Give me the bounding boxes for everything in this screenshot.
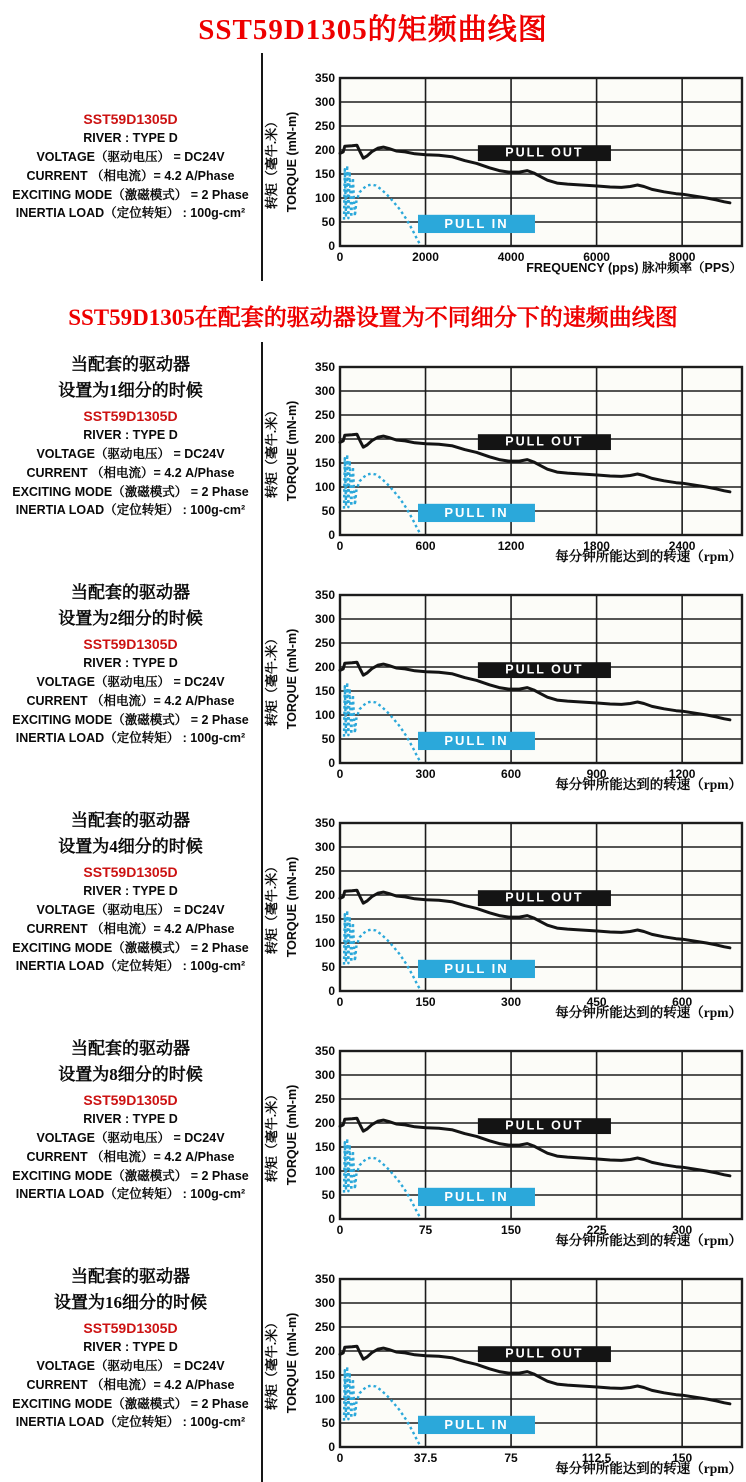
- y-tick-label: 150: [314, 912, 335, 926]
- y-tick-label: 50: [321, 1188, 335, 1202]
- spec-line: EXCITING MODE（激磁模式） = 2 Phase: [12, 484, 249, 499]
- spec-line: INERTIA LOAD（定位转矩） : 100g-cm²: [15, 503, 246, 518]
- x-tick-label: 75: [504, 1451, 518, 1465]
- model-number: SST59D1305D: [83, 864, 178, 880]
- chart-section: [0, 342, 746, 570]
- x-tick-label: 0: [336, 767, 344, 781]
- x-tick-label: 0: [336, 995, 344, 1009]
- spec-line: CURRENT （相电流）= 4.2 A/Phase: [26, 693, 235, 708]
- pull-out-label: PULL OUT: [505, 890, 584, 905]
- subdivision-chart-sections: [0, 342, 746, 1482]
- y-tick-label: 0: [328, 239, 335, 253]
- x-tick-label: 1200: [668, 767, 696, 781]
- y-tick-label: 50: [321, 1416, 335, 1430]
- y-axis-label-cn: 转矩（毫牛.米）: [264, 1087, 279, 1183]
- y-axis-label-en: TORQUE (mN-m): [285, 1084, 299, 1186]
- x-tick-label: 75: [418, 1223, 433, 1237]
- chart-area: [263, 570, 746, 798]
- y-tick-label: 100: [314, 936, 335, 950]
- y-tick-label: 200: [314, 1116, 335, 1130]
- spec-line: EXCITING MODE（激磁模式） = 2 Phase: [12, 712, 249, 727]
- pull-in-label: PULL IN: [444, 505, 509, 521]
- driver-setting-heading: 当配套的驱动器: [71, 1267, 190, 1286]
- driver-setting-heading: 当配套的驱动器: [71, 811, 190, 830]
- chart-area: [263, 342, 746, 570]
- y-tick-label: 350: [314, 588, 335, 602]
- spec-line: VOLTAGE（驱动电压） = DC24V: [36, 447, 225, 462]
- y-tick-label: 300: [314, 384, 335, 398]
- driver-setting-heading: 设置为8细分的时候: [58, 1064, 203, 1084]
- spec-line: INERTIA LOAD（定位转矩） : 100g-cm²: [15, 1415, 246, 1430]
- y-axis-label-en: TORQUE (mN-m): [285, 856, 299, 958]
- driver-setting-heading: 设置为2细分的时候: [58, 608, 203, 628]
- x-tick-label: 225: [586, 1223, 607, 1237]
- spec-panel: [0, 570, 263, 798]
- spec-line: EXCITING MODE（激磁模式） = 2 Phase: [12, 187, 249, 202]
- x-axis-label: 每分钟所能达到的转速（rpm）: [555, 549, 742, 564]
- y-tick-label: 100: [314, 1392, 335, 1406]
- y-axis-label-cn: 转矩（毫牛.米）: [264, 859, 279, 955]
- pull-in-label: PULL IN: [444, 961, 509, 977]
- y-axis-label-cn: 转矩（毫牛.米）: [264, 631, 279, 727]
- y-tick-label: 150: [314, 1140, 335, 1154]
- x-tick-label: 600: [501, 767, 522, 781]
- spec-line: RIVER : TYPE D: [83, 1112, 178, 1127]
- x-tick-label: 1200: [497, 539, 525, 553]
- spec-line: CURRENT （相电流）= 4.2 A/Phase: [26, 1149, 235, 1164]
- pull-out-label: PULL OUT: [505, 145, 584, 160]
- x-tick-label: 1800: [583, 539, 610, 553]
- pull-in-label: PULL IN: [444, 1189, 509, 1205]
- y-tick-label: 250: [314, 864, 335, 878]
- y-tick-label: 150: [314, 167, 335, 181]
- y-tick-label: 100: [314, 708, 335, 722]
- torque-frequency-section: [0, 53, 746, 281]
- y-tick-label: 250: [314, 1320, 335, 1334]
- spec-line: VOLTAGE（驱动电压） = DC24V: [36, 1359, 225, 1374]
- x-tick-label: 0: [336, 1451, 344, 1465]
- x-axis-label: 每分钟所能达到的转速（rpm）: [555, 1233, 742, 1248]
- spec-line: VOLTAGE（驱动电压） = DC24V: [36, 1131, 225, 1146]
- y-tick-label: 200: [314, 432, 335, 446]
- x-tick-label: 450: [586, 995, 607, 1009]
- spec-panel: [0, 53, 263, 281]
- spec-line: RIVER : TYPE D: [83, 131, 178, 146]
- y-tick-label: 100: [314, 1164, 335, 1178]
- torque-speed-chart: [263, 353, 746, 565]
- torque-speed-chart: [263, 1037, 746, 1249]
- page-title: SST59D1305的矩频曲线图: [198, 14, 548, 46]
- y-tick-label: 350: [314, 1272, 335, 1286]
- x-tick-label: 0: [336, 1223, 344, 1237]
- y-tick-label: 50: [321, 504, 335, 518]
- spec-line: CURRENT （相电流）= 4.2 A/Phase: [26, 168, 235, 183]
- x-tick-label: 150: [415, 995, 436, 1009]
- x-tick-label: 0: [336, 250, 344, 264]
- spec-line: RIVER : TYPE D: [83, 884, 178, 899]
- y-tick-label: 350: [314, 360, 335, 374]
- spec-line: RIVER : TYPE D: [83, 656, 178, 671]
- spec-line: CURRENT （相电流）= 4.2 A/Phase: [26, 1377, 235, 1392]
- driver-setting-heading: 设置为1细分的时候: [58, 380, 203, 400]
- y-tick-label: 150: [314, 684, 335, 698]
- pull-in-label: PULL IN: [444, 733, 509, 749]
- x-tick-label: 150: [501, 1223, 522, 1237]
- chart-section: [0, 570, 746, 798]
- y-tick-label: 150: [314, 1368, 335, 1382]
- model-number: SST59D1305D: [83, 111, 178, 127]
- y-tick-label: 200: [314, 888, 335, 902]
- y-tick-label: 250: [314, 119, 335, 133]
- y-tick-label: 200: [314, 1344, 335, 1358]
- model-number: SST59D1305D: [83, 408, 178, 424]
- pull-out-label: PULL OUT: [505, 1346, 584, 1361]
- spec-line: CURRENT （相电流）= 4.2 A/Phase: [26, 465, 235, 480]
- pull-in-label: PULL IN: [444, 1417, 509, 1433]
- x-tick-label: 2400: [668, 539, 696, 553]
- spec-line: VOLTAGE（驱动电压） = DC24V: [36, 675, 225, 690]
- y-tick-label: 300: [314, 612, 335, 626]
- spec-line: CURRENT （相电流）= 4.2 A/Phase: [26, 921, 235, 936]
- y-tick-label: 0: [328, 984, 335, 998]
- y-axis-label-cn: 转矩（毫牛.米）: [264, 403, 279, 499]
- y-tick-label: 50: [321, 732, 335, 746]
- x-tick-label: 300: [672, 1223, 693, 1237]
- y-tick-label: 300: [314, 840, 335, 854]
- x-tick-label: 300: [501, 995, 522, 1009]
- y-tick-label: 350: [314, 1044, 335, 1058]
- chart-area: [263, 1254, 746, 1482]
- model-number: SST59D1305D: [83, 1320, 178, 1336]
- spec-line: RIVER : TYPE D: [83, 1340, 178, 1355]
- y-tick-label: 50: [321, 215, 335, 229]
- y-tick-label: 200: [314, 660, 335, 674]
- subdivision-title: SST59D1305在配套的驱动器设置为不同细分下的速频曲线图: [68, 305, 678, 330]
- y-tick-label: 250: [314, 1092, 335, 1106]
- pull-in-label: PULL IN: [444, 216, 509, 232]
- spec-panel: [0, 1254, 263, 1482]
- y-axis-label-cn: 转矩（毫牛.米）: [264, 1315, 279, 1411]
- pull-out-label: PULL OUT: [505, 662, 584, 677]
- spec-panel: [0, 1026, 263, 1254]
- x-tick-label: 600: [672, 995, 693, 1009]
- y-axis-label-en: TORQUE (mN-m): [285, 400, 299, 502]
- y-axis-label-en: TORQUE (mN-m): [285, 111, 299, 213]
- spec-line: INERTIA LOAD（定位转矩） : 100g-cm²: [15, 731, 246, 746]
- y-tick-label: 100: [314, 480, 335, 494]
- driver-setting-heading: 设置为4细分的时候: [58, 836, 203, 856]
- spec-line: RIVER : TYPE D: [83, 428, 178, 443]
- model-number: SST59D1305D: [83, 636, 178, 652]
- x-tick-label: 8000: [668, 250, 696, 264]
- torque-speed-chart: [263, 809, 746, 1021]
- spec-line: VOLTAGE（驱动电压） = DC24V: [36, 903, 225, 918]
- y-tick-label: 350: [314, 816, 335, 830]
- x-axis-label: 每分钟所能达到的转速（rpm）: [555, 777, 742, 792]
- spec-line: EXCITING MODE（激磁模式） = 2 Phase: [12, 940, 249, 955]
- x-tick-label: 4000: [497, 250, 525, 264]
- y-tick-label: 200: [314, 143, 335, 157]
- y-tick-label: 0: [328, 528, 335, 542]
- y-tick-label: 300: [314, 1296, 335, 1310]
- y-tick-label: 250: [314, 636, 335, 650]
- driver-setting-heading: 设置为16细分的时候: [54, 1292, 207, 1312]
- pull-out-label: PULL OUT: [505, 434, 584, 449]
- driver-setting-heading: 当配套的驱动器: [71, 355, 190, 374]
- chart-section: [0, 798, 746, 1026]
- y-tick-label: 150: [314, 456, 335, 470]
- x-axis-label: FREQUENCY (pps) 脉冲频率（PPS）: [526, 261, 742, 275]
- y-tick-label: 300: [314, 95, 335, 109]
- spec-line: INERTIA LOAD（定位转矩） : 100g-cm²: [15, 959, 246, 974]
- spec-line: INERTIA LOAD（定位转矩） : 100g-cm²: [15, 1187, 246, 1202]
- chart-section: [0, 1254, 746, 1482]
- y-tick-label: 250: [314, 408, 335, 422]
- y-tick-label: 300: [314, 1068, 335, 1082]
- pull-out-label: PULL OUT: [505, 1118, 584, 1133]
- y-tick-label: 0: [328, 756, 335, 770]
- x-tick-label: 112.5: [581, 1451, 612, 1465]
- x-tick-label: 300: [415, 767, 436, 781]
- model-number: SST59D1305D: [83, 1092, 178, 1108]
- y-axis-label-cn: 转矩（毫牛.米）: [264, 114, 279, 210]
- driver-setting-heading: 当配套的驱动器: [71, 583, 190, 602]
- x-tick-label: 6000: [583, 250, 610, 264]
- torque-speed-chart: [263, 64, 746, 276]
- driver-setting-heading: 当配套的驱动器: [71, 1039, 190, 1058]
- spec-line: VOLTAGE（驱动电压） = DC24V: [36, 150, 225, 165]
- chart-area: [263, 798, 746, 1026]
- x-tick-label: 37.5: [413, 1451, 438, 1465]
- torque-speed-chart: [263, 581, 746, 793]
- x-tick-label: 150: [672, 1451, 693, 1465]
- spec-panel: [0, 798, 263, 1026]
- y-tick-label: 100: [314, 191, 335, 205]
- y-tick-label: 50: [321, 960, 335, 974]
- x-tick-label: 2000: [412, 250, 439, 264]
- x-axis-label: 每分钟所能达到的转速（rpm）: [555, 1005, 742, 1020]
- spec-line: EXCITING MODE（激磁模式） = 2 Phase: [12, 1396, 249, 1411]
- x-axis-label: 每分钟所能达到的转速（rpm）: [555, 1461, 742, 1476]
- chart-area: [263, 1026, 746, 1254]
- x-tick-label: 900: [586, 767, 607, 781]
- chart-area: [263, 53, 746, 281]
- y-tick-label: 0: [328, 1212, 335, 1226]
- spec-line: INERTIA LOAD（定位转矩） : 100g-cm²: [15, 206, 246, 221]
- y-axis-label-en: TORQUE (mN-m): [285, 628, 299, 730]
- x-tick-label: 600: [415, 539, 436, 553]
- spec-line: EXCITING MODE（激磁模式） = 2 Phase: [12, 1168, 249, 1183]
- chart-section: [0, 1026, 746, 1254]
- spec-panel: [0, 342, 263, 570]
- y-axis-label-en: TORQUE (mN-m): [285, 1312, 299, 1414]
- chart-section: [0, 53, 746, 281]
- y-tick-label: 0: [328, 1440, 335, 1454]
- x-tick-label: 0: [336, 539, 344, 553]
- y-tick-label: 350: [314, 71, 335, 85]
- torque-speed-chart: [263, 1265, 746, 1477]
